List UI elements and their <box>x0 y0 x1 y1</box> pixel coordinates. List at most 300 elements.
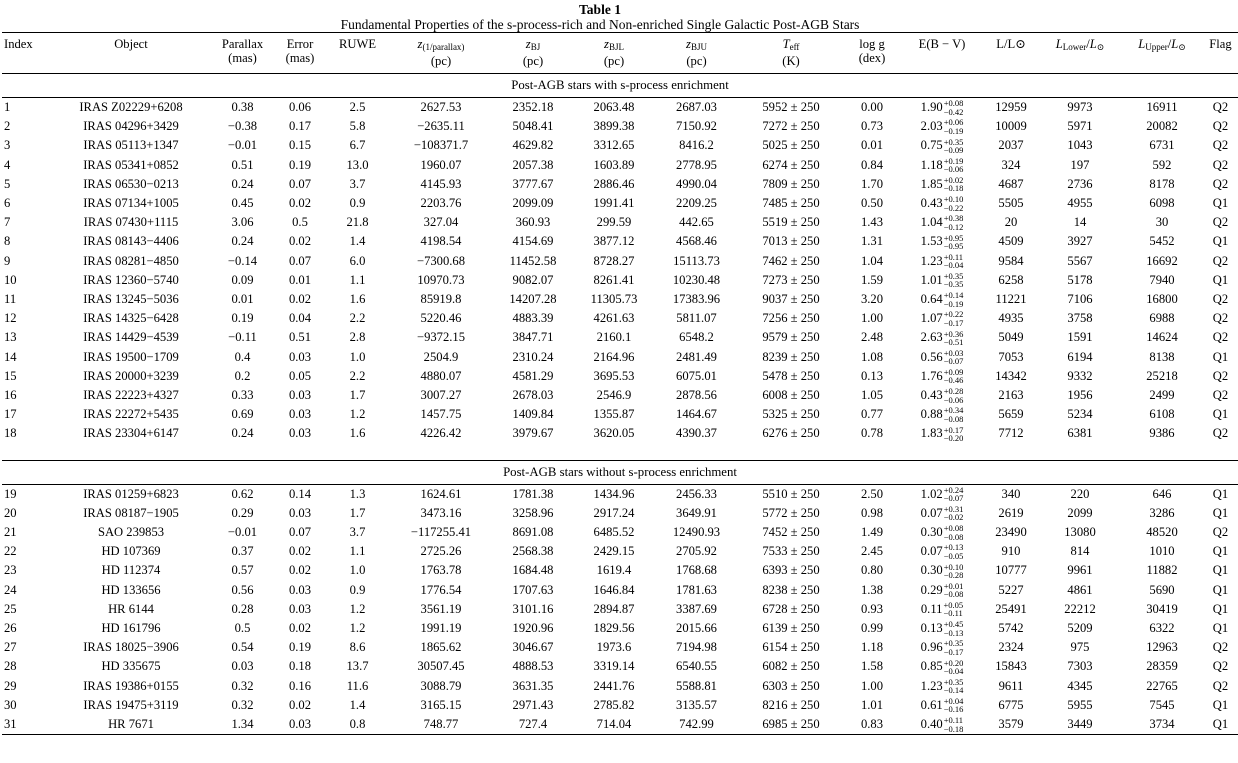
cell-z-bjl: 1829.56 <box>593 621 635 636</box>
cell-ruwe: 1.6 <box>349 426 366 441</box>
cell-ebv <box>901 348 983 367</box>
cell-lum-upper: 5452 <box>1149 234 1175 249</box>
ebv-err-plus: +0.11 <box>943 251 964 262</box>
cell-logg: 0.83 <box>843 715 901 735</box>
cell-z-bjl: 3695.53 <box>593 368 635 383</box>
cell-index: 31 <box>2 715 52 735</box>
cell-index: 26 <box>4 621 17 636</box>
cell-ruwe: 1.2 <box>349 621 366 636</box>
cell-lum-upper: 7545 <box>1149 697 1175 712</box>
cell-ebv <box>901 600 983 619</box>
cell-parallax: 0.03 <box>231 659 254 674</box>
cell-luminosity: 4935 <box>998 311 1024 326</box>
cell-luminosity: 7712 <box>998 426 1024 441</box>
cell-index: 11 <box>4 292 17 307</box>
cell-luminosity: 4509 <box>998 234 1024 249</box>
table-row <box>2 213 1238 232</box>
cell-teff: 6154 ± 250 <box>762 640 820 655</box>
ebv-value: 0.30 <box>920 563 943 578</box>
cell-z-bjl: 1619.4 <box>596 563 632 578</box>
cell-teff: 7809 ± 250 <box>762 176 820 191</box>
cell-lum-upper: 2499 <box>1149 388 1175 403</box>
cell-parallax: 0.4 <box>234 349 251 364</box>
table-row <box>2 696 1238 715</box>
ebv-value: 0.96 <box>920 640 943 655</box>
cell-object: IRAS 19386+0155 <box>83 678 179 693</box>
cell-parallax: 0.54 <box>231 640 254 655</box>
cell-z-bj: 3777.67 <box>512 176 554 191</box>
cell-error: 0.16 <box>288 678 312 693</box>
cell-z-bj: 14207.28 <box>509 292 557 307</box>
cell-object: IRAS 07430+1115 <box>83 215 179 230</box>
cell-parallax: 0.24 <box>231 176 254 191</box>
cell-lum-upper: 16800 <box>1146 292 1178 307</box>
ebv-value: 0.07 <box>920 544 943 559</box>
table-row <box>2 156 1238 175</box>
cell-z-bj: 2352.18 <box>512 100 554 114</box>
cell-teff: 5025 ± 250 <box>762 138 820 153</box>
cell-z-bjl: 299.59 <box>596 215 632 230</box>
ebv-value: 1.76 <box>920 368 943 383</box>
ebv-err-minus: −0.14 <box>943 685 964 696</box>
cell-flag: Q1 <box>1212 697 1229 712</box>
cell-lum-lower: 1043 <box>1067 138 1093 153</box>
cell-z-bjl: 3312.65 <box>593 138 635 153</box>
cell-z-bju: 442.65 <box>679 215 714 230</box>
cell-index: 3 <box>4 138 11 153</box>
cell-parallax: 1.34 <box>210 715 275 735</box>
header-luminosity: L/L⊙ <box>996 37 1026 51</box>
cell-teff: 6985 ± 250 <box>739 715 843 735</box>
cell-z-bju: 6075.01 <box>676 368 717 383</box>
cell-object: IRAS 14429−4539 <box>83 330 179 345</box>
table-row <box>2 581 1238 600</box>
cell-parallax: 0.19 <box>231 311 254 326</box>
cell-parallax: −0.01 <box>227 138 258 153</box>
cell-parallax: 0.24 <box>231 426 254 441</box>
cell-z-bju: 7150.92 <box>676 119 717 134</box>
table-row <box>2 619 1238 638</box>
ebv-err-plus: +0.11 <box>943 715 964 726</box>
ebv-err-plus: +0.45 <box>943 619 964 630</box>
cell-parallax: 0.38 <box>231 100 254 114</box>
cell-teff: 7256 ± 250 <box>762 311 820 326</box>
cell-lum-upper: 30419 <box>1146 601 1178 616</box>
ebv-err-plus: +0.17 <box>943 424 964 435</box>
header-error: Error (mas) <box>285 37 315 65</box>
cell-flag: Q1 <box>1212 272 1229 287</box>
table-row <box>2 175 1238 194</box>
cell-z-parallax: −7300.68 <box>416 253 466 268</box>
cell-lum-upper: 5690 <box>1149 582 1175 597</box>
cell-z-bj: 1707.63 <box>512 582 554 597</box>
cell-ebv <box>901 136 983 155</box>
cell-ebv <box>901 386 983 405</box>
cell-luminosity: 3579 <box>983 715 1039 735</box>
cell-z-bju: 2481.49 <box>676 349 717 364</box>
ebv-err-plus: +0.13 <box>943 542 964 553</box>
ebv-err-minus: −0.04 <box>943 666 964 677</box>
cell-logg: 0.84 <box>860 157 884 172</box>
cell-object: IRAS 18025−3906 <box>83 640 179 655</box>
ebv-err-plus: +0.35 <box>943 676 964 687</box>
cell-ebv <box>901 194 983 213</box>
cell-teff: 6139 ± 250 <box>762 621 820 636</box>
ebv-err-minus: −0.22 <box>943 202 964 213</box>
cell-parallax: 0.33 <box>231 388 254 403</box>
ebv-err-plus: +0.24 <box>943 484 964 495</box>
cell-z-parallax: 3088.79 <box>420 678 462 693</box>
cell-index: 10 <box>4 272 17 287</box>
cell-flag: Q1 <box>1212 582 1229 597</box>
cell-error: 0.04 <box>288 311 312 326</box>
cell-z-parallax: 4198.54 <box>420 234 462 249</box>
cell-ruwe: 1.6 <box>349 292 366 307</box>
ebv-err-minus: −0.42 <box>943 106 964 117</box>
cell-logg: 0.73 <box>860 119 884 134</box>
cell-parallax: 0.51 <box>231 157 254 172</box>
cell-lum-upper: 7940 <box>1149 272 1175 287</box>
ebv-value: 0.30 <box>920 525 943 540</box>
cell-lum-lower: 3758 <box>1067 311 1093 326</box>
ebv-err-plus: +0.35 <box>943 136 964 147</box>
cell-z-bj: 4581.29 <box>512 368 554 383</box>
cell-z-bju: 2209.25 <box>676 196 717 211</box>
cell-error: 0.07 <box>288 253 312 268</box>
ebv-value: 0.43 <box>920 196 943 211</box>
cell-z-bjl: 1991.41 <box>593 196 635 211</box>
ebv-value: 0.29 <box>920 582 943 597</box>
cell-z-bj: 3046.67 <box>512 640 554 655</box>
cell-z-bju: 8416.2 <box>679 138 714 153</box>
cell-z-bju: 15113.73 <box>673 253 720 268</box>
header-logg: log g (dex) <box>858 37 886 65</box>
cell-luminosity: 2324 <box>998 640 1024 655</box>
cell-ebv <box>901 424 983 443</box>
cell-lum-lower: 9973 <box>1067 100 1093 114</box>
cell-teff: 9037 ± 250 <box>762 292 820 307</box>
cell-z-bju: 3649.91 <box>676 505 717 520</box>
ebv-value: 0.75 <box>920 138 943 153</box>
table-row <box>2 715 1238 735</box>
cell-logg: 0.00 <box>860 100 884 114</box>
cell-ebv <box>901 271 983 290</box>
cell-lum-lower: 7303 <box>1067 659 1093 674</box>
cell-logg: 1.18 <box>860 640 884 655</box>
cell-z-parallax: 748.77 <box>390 715 492 735</box>
cell-parallax: 0.62 <box>231 486 254 501</box>
cell-logg: 0.98 <box>860 505 884 520</box>
cell-index: 6 <box>4 196 11 211</box>
cell-teff: 8216 ± 250 <box>762 697 820 712</box>
cell-ruwe: 2.5 <box>349 100 366 114</box>
cell-z-bjl: 2546.9 <box>596 388 632 403</box>
ebv-value: 1.83 <box>920 426 943 441</box>
cell-z-bj: 3101.16 <box>512 601 554 616</box>
cell-z-bj: 1781.38 <box>512 486 554 501</box>
table-row <box>2 232 1238 251</box>
cell-object: HD 335675 <box>101 659 161 674</box>
cell-z-bjl: 2894.87 <box>593 601 635 616</box>
cell-ruwe: 6.7 <box>349 138 366 153</box>
cell-teff: 7013 ± 250 <box>762 234 820 249</box>
cell-ebv <box>901 405 983 424</box>
cell-lum-lower: 197 <box>1070 157 1090 172</box>
ebv-err-minus: −0.11 <box>943 608 963 619</box>
cell-flag: Q2 <box>1212 292 1229 307</box>
cell-lum-upper: 48520 <box>1146 525 1178 540</box>
table-row <box>2 504 1238 523</box>
cell-luminosity: 9584 <box>998 253 1024 268</box>
cell-object: HR 6144 <box>108 601 154 616</box>
cell-z-parallax: 1624.61 <box>420 486 462 501</box>
cell-ebv <box>901 117 983 136</box>
cell-z-parallax: −117255.41 <box>410 525 472 540</box>
cell-object: IRAS 22223+4327 <box>83 388 179 403</box>
cell-index: 16 <box>4 388 17 403</box>
cell-logg: 0.99 <box>860 621 884 636</box>
header-flag: Flag <box>1209 37 1232 51</box>
cell-z-bju: 10230.48 <box>672 272 721 287</box>
cell-lum-upper: 22765 <box>1146 678 1178 693</box>
cell-ruwe: 11.6 <box>346 678 369 693</box>
cell-z-bjl: 2917.24 <box>593 505 635 520</box>
cell-index: 14 <box>4 349 17 364</box>
cell-ebv <box>901 561 983 580</box>
table-header <box>2 33 1238 74</box>
cell-ruwe: 13.0 <box>346 157 369 172</box>
cell-lum-upper: 592 <box>1152 157 1172 172</box>
cell-object: IRAS 08143−4406 <box>83 234 179 249</box>
cell-z-bj: 4883.39 <box>512 311 554 326</box>
cell-error: 0.07 <box>288 525 312 540</box>
cell-lum-lower: 14 <box>1073 215 1087 230</box>
ebv-err-minus: −0.06 <box>943 394 964 405</box>
ebv-err-minus: −0.17 <box>943 646 964 657</box>
cell-index: 22 <box>4 544 17 559</box>
ebv-err-plus: +0.35 <box>943 638 964 649</box>
cell-error: 0.51 <box>288 330 312 345</box>
cell-teff: 7272 ± 250 <box>762 119 820 134</box>
cell-object: IRAS 23304+6147 <box>83 426 179 441</box>
cell-logg: 2.45 <box>860 544 884 559</box>
ebv-value: 2.03 <box>920 119 943 134</box>
ebv-err-minus: −0.04 <box>943 260 964 271</box>
ebv-err-plus: +0.38 <box>943 213 964 224</box>
cell-error: 0.02 <box>288 292 312 307</box>
cell-z-parallax: 2627.53 <box>420 100 462 114</box>
cell-index: 15 <box>4 368 17 383</box>
cell-error: 0.02 <box>288 544 312 559</box>
cell-logg: 2.50 <box>860 486 884 501</box>
ebv-err-minus: −0.07 <box>943 356 964 367</box>
cell-z-bj: 5048.41 <box>512 119 554 134</box>
ebv-err-minus: −0.08 <box>943 413 964 424</box>
cell-z-bj: 2057.38 <box>512 157 554 172</box>
cell-flag: Q2 <box>1212 215 1229 230</box>
cell-ruwe: 0.9 <box>349 196 366 211</box>
cell-lum-upper: 25218 <box>1146 368 1178 383</box>
cell-ebv <box>901 581 983 600</box>
cell-error: 0.19 <box>288 157 312 172</box>
cell-flag: Q2 <box>1212 678 1229 693</box>
cell-lum-lower: 13080 <box>1064 525 1096 540</box>
cell-z-parallax: 1991.19 <box>420 621 462 636</box>
cell-error: 0.02 <box>288 697 312 712</box>
table-row <box>2 309 1238 328</box>
cell-teff: 5952 ± 250 <box>762 100 820 114</box>
cell-error: 0.18 <box>288 659 312 674</box>
cell-ruwe: 1.4 <box>349 697 366 712</box>
cell-z-bj: 3979.67 <box>512 426 554 441</box>
cell-lum-lower: 5209 <box>1067 621 1093 636</box>
ebv-value: 1.01 <box>920 272 943 287</box>
ebv-value: 0.40 <box>920 717 943 732</box>
cell-logg: 1.00 <box>860 311 884 326</box>
ebv-value: 0.56 <box>920 349 943 364</box>
ebv-err-plus: +0.09 <box>943 366 964 377</box>
cell-z-bj: 727.4 <box>492 715 574 735</box>
ebv-value: 1.04 <box>920 215 943 230</box>
cell-luminosity: 12959 <box>995 100 1027 114</box>
cell-z-parallax: 85919.8 <box>420 292 462 307</box>
cell-ruwe: 1.2 <box>349 601 366 616</box>
cell-lum-lower: 7106 <box>1067 292 1093 307</box>
cell-flag: Q2 <box>1212 330 1229 345</box>
ebv-err-plus: +0.03 <box>943 347 964 358</box>
cell-logg: 0.78 <box>860 426 884 441</box>
cell-logg: 1.31 <box>860 234 884 249</box>
cell-logg: 1.01 <box>860 697 884 712</box>
cell-teff: 7452 ± 250 <box>762 525 820 540</box>
ebv-err-minus: −0.46 <box>943 375 964 386</box>
cell-parallax: 0.2 <box>234 368 251 383</box>
cell-parallax: 0.57 <box>231 563 254 578</box>
cell-z-parallax: 3561.19 <box>420 601 462 616</box>
cell-teff: 6082 ± 250 <box>762 659 820 674</box>
cell-lum-lower: 9332 <box>1067 368 1093 383</box>
cell-error: 0.03 <box>288 582 312 597</box>
table-row <box>2 98 1238 118</box>
cell-ruwe: 2.2 <box>349 368 366 383</box>
cell-z-parallax: 1457.75 <box>420 407 462 422</box>
table-caption <box>0 0 1200 32</box>
cell-parallax: −0.01 <box>227 525 258 540</box>
table-row <box>2 405 1238 424</box>
cell-error: 0.02 <box>288 196 312 211</box>
table-row <box>2 561 1238 580</box>
cell-error: 0.05 <box>288 368 312 383</box>
cell-error: 0.03 <box>288 505 312 520</box>
cell-error: 0.01 <box>288 272 312 287</box>
cell-lum-upper: 6108 <box>1149 407 1175 422</box>
ebv-err-plus: +0.10 <box>943 194 964 205</box>
cell-z-bjl: 1603.89 <box>593 157 635 172</box>
cell-error: 0.07 <box>288 176 312 191</box>
cell-z-bju: 4990.04 <box>676 176 717 191</box>
cell-parallax: −0.11 <box>228 330 257 345</box>
cell-teff: 7485 ± 250 <box>762 196 820 211</box>
ebv-value: 1.85 <box>920 176 943 191</box>
ebv-err-minus: −0.08 <box>943 589 964 600</box>
ebv-value: 0.61 <box>920 697 943 712</box>
ebv-err-minus: −0.51 <box>943 337 964 348</box>
cell-z-parallax: 3007.27 <box>420 388 462 403</box>
header-ebv: E(B − V) <box>918 37 966 51</box>
cell-teff: 6303 ± 250 <box>762 678 820 693</box>
table-number: Table 1 <box>579 2 621 17</box>
cell-ruwe: 2.8 <box>349 330 366 345</box>
cell-luminosity: 20 <box>1004 215 1018 230</box>
cell-logg: 0.01 <box>860 138 884 153</box>
cell-flag: Q1 <box>1212 234 1229 249</box>
cell-error: 0.03 <box>275 715 325 735</box>
ebv-value: 0.07 <box>920 505 943 520</box>
section-title-s-process: Post-AGB stars with s-process enrichment <box>2 74 1238 98</box>
cell-z-bju: 2015.66 <box>676 621 717 636</box>
table-row <box>2 252 1238 271</box>
cell-parallax: 0.29 <box>231 505 254 520</box>
cell-z-bjl: 2785.82 <box>593 697 635 712</box>
cell-ruwe: 1.1 <box>349 272 366 287</box>
cell-z-bj: 4629.82 <box>512 138 554 153</box>
cell-lum-upper: 11882 <box>1146 563 1178 578</box>
cell-luminosity: 14342 <box>995 368 1027 383</box>
header-z-bj: $z_{BJ}$ (pc) <box>522 37 544 68</box>
cell-ruwe: 1.0 <box>349 563 366 578</box>
cell-lum-upper: 8178 <box>1149 176 1175 191</box>
ebv-value: 0.64 <box>920 292 943 307</box>
cell-index: 13 <box>4 330 17 345</box>
cell-error: 0.5 <box>292 215 308 230</box>
cell-logg: 0.93 <box>860 601 884 616</box>
cell-index: 25 <box>4 601 17 616</box>
cell-z-parallax: 30507.45 <box>417 659 465 674</box>
cell-ebv <box>901 484 983 504</box>
ebv-value: 0.13 <box>920 621 943 636</box>
ebv-value: 1.07 <box>920 311 943 326</box>
cell-z-parallax: 2203.76 <box>420 196 462 211</box>
cell-ruwe: 1.7 <box>349 505 366 520</box>
ebv-err-minus: −0.06 <box>943 164 964 175</box>
cell-logg: 1.05 <box>860 388 884 403</box>
cell-parallax: 0.37 <box>231 544 254 559</box>
cell-z-parallax: −9372.15 <box>416 330 466 345</box>
header-ruwe: RUWE <box>338 37 377 51</box>
cell-teff: 6393 ± 250 <box>762 563 820 578</box>
cell-teff: 7273 ± 250 <box>762 272 820 287</box>
cell-logg: 2.48 <box>860 330 884 345</box>
ebv-err-minus: −0.35 <box>943 279 964 290</box>
table-row <box>2 484 1238 504</box>
cell-index: 27 <box>4 640 17 655</box>
cell-lum-lower: 6381 <box>1067 426 1093 441</box>
cell-index: 7 <box>4 215 11 230</box>
cell-z-parallax: 3165.15 <box>420 697 462 712</box>
cell-z-bj: 3847.71 <box>512 330 554 345</box>
cell-ebv <box>901 232 983 251</box>
cell-ebv <box>901 542 983 561</box>
cell-z-bj: 1409.84 <box>512 407 554 422</box>
cell-luminosity: 11221 <box>995 292 1027 307</box>
table-row <box>2 386 1238 405</box>
cell-index: 17 <box>4 407 17 422</box>
ebv-err-plus: +0.31 <box>943 503 964 514</box>
ebv-err-minus: −0.08 <box>943 531 964 542</box>
cell-error: 0.02 <box>288 234 312 249</box>
cell-logg: 1.38 <box>860 582 884 597</box>
cell-lum-lower: 5178 <box>1067 272 1093 287</box>
